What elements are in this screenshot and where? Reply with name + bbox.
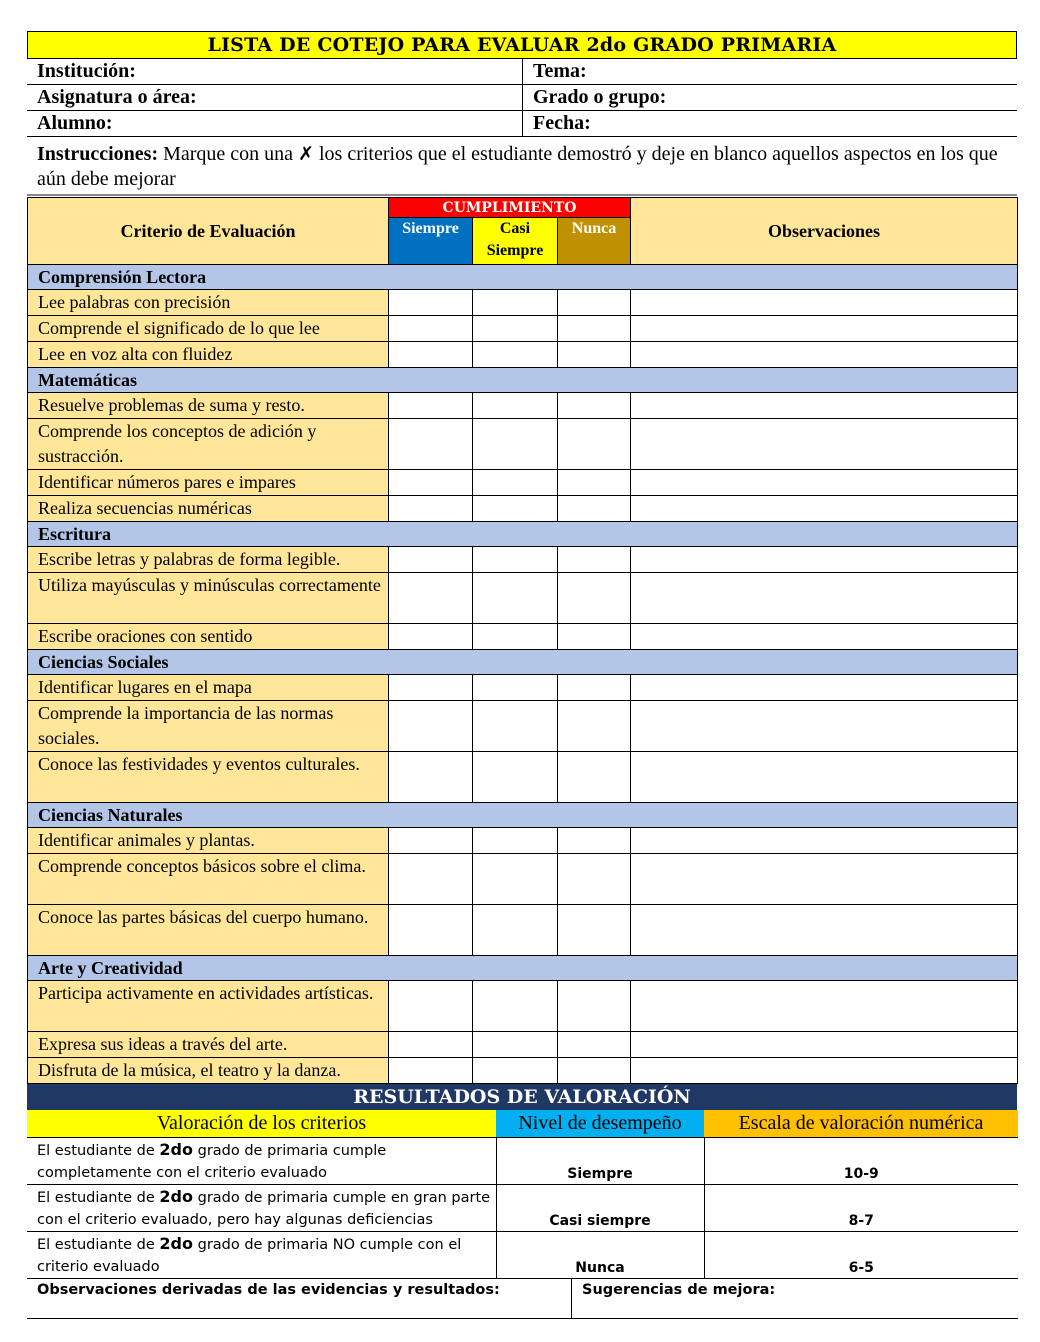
casi-siempre-cell[interactable] bbox=[473, 547, 558, 573]
criterion-label: Identificar números pares e impares bbox=[28, 470, 389, 496]
header-criterio: Criterio de Evaluación bbox=[28, 198, 389, 265]
description-text: grado de primaria cumple completamente con el criterio evaluado bbox=[37, 1142, 387, 1181]
results-row bbox=[27, 1137, 1018, 1184]
x-mark-icon: ✗ bbox=[298, 143, 314, 165]
criterion-label: Utiliza mayúsculas y minúsculas correctamente bbox=[28, 573, 389, 624]
results-description bbox=[27, 1231, 496, 1278]
header-cumplimiento: CUMPLIMIENTO bbox=[389, 198, 631, 218]
observaciones-cell[interactable] bbox=[631, 701, 1018, 752]
casi-siempre-cell[interactable] bbox=[473, 496, 558, 522]
section-title: Escritura bbox=[28, 522, 1018, 547]
nunca-cell[interactable] bbox=[558, 1032, 631, 1058]
observaciones-cell[interactable] bbox=[631, 342, 1018, 368]
results-level: Casi siempre bbox=[496, 1184, 704, 1231]
criterion-row bbox=[28, 573, 1018, 624]
nunca-cell[interactable] bbox=[558, 981, 631, 1032]
nunca-cell[interactable] bbox=[558, 470, 631, 496]
header-casi-siempre: Casi Siempre bbox=[473, 218, 558, 265]
criterion-row bbox=[28, 547, 1018, 573]
criterion-row bbox=[28, 290, 1018, 316]
casi-siempre-cell[interactable] bbox=[473, 342, 558, 368]
header-nunca: Nunca bbox=[558, 218, 631, 265]
criterion-row bbox=[28, 752, 1018, 803]
section-row bbox=[28, 522, 1018, 547]
criterion-label: Lee palabras con precisión bbox=[28, 290, 389, 316]
nunca-cell[interactable] bbox=[558, 290, 631, 316]
criterion-label: Comprende el significado de lo que lee bbox=[28, 316, 389, 342]
results-row bbox=[27, 1231, 1018, 1278]
section-title: Matemáticas bbox=[28, 368, 1018, 393]
results-description bbox=[27, 1184, 496, 1231]
observaciones-cell[interactable] bbox=[631, 1032, 1018, 1058]
info-row bbox=[27, 59, 1017, 85]
criterion-row bbox=[28, 470, 1018, 496]
casi-siempre-cell[interactable] bbox=[473, 854, 558, 905]
results-table bbox=[27, 1110, 1018, 1278]
header-observaciones: Observaciones bbox=[631, 198, 1018, 265]
results-scale: 8-7 bbox=[704, 1184, 1018, 1231]
nunca-cell[interactable] bbox=[558, 701, 631, 752]
header-siempre: Siempre bbox=[389, 218, 473, 265]
checklist-page bbox=[27, 31, 1017, 1319]
info-field-left[interactable]: Asignatura o área: bbox=[37, 86, 197, 108]
siempre-cell[interactable] bbox=[389, 393, 473, 419]
footer-observaciones[interactable]: Observaciones derivadas de las evidencias y resultados: bbox=[27, 1279, 572, 1318]
description-text: El estudiante de bbox=[37, 1189, 160, 1206]
criterion-label: Comprende los conceptos de adición y sustracción. bbox=[28, 419, 389, 470]
info-field-left[interactable]: Alumno: bbox=[37, 112, 113, 134]
section-row bbox=[28, 650, 1018, 675]
nunca-cell[interactable] bbox=[558, 905, 631, 956]
section-title: Arte y Creatividad bbox=[28, 956, 1018, 981]
criterion-label: Realiza secuencias numéricas bbox=[28, 496, 389, 522]
criterion-label: Identificar lugares en el mapa bbox=[28, 675, 389, 701]
casi-siempre-cell[interactable] bbox=[473, 573, 558, 624]
info-field-right[interactable]: Grado o grupo: bbox=[522, 85, 1017, 110]
observaciones-cell[interactable] bbox=[631, 752, 1018, 803]
observaciones-cell[interactable] bbox=[631, 828, 1018, 854]
nunca-cell[interactable] bbox=[558, 828, 631, 854]
info-field-right[interactable]: Fecha: bbox=[522, 111, 1017, 136]
casi-siempre-cell[interactable] bbox=[473, 752, 558, 803]
description-text: El estudiante de bbox=[37, 1142, 160, 1159]
casi-siempre-cell[interactable] bbox=[473, 470, 558, 496]
criterion-label: Comprende la importancia de las normas sociales. bbox=[28, 701, 389, 752]
description-text: grado de primaria cumple en gran parte con el criterio evaluado, pero hay algunas deficiencias bbox=[37, 1189, 491, 1228]
info-row bbox=[27, 111, 1017, 137]
siempre-cell[interactable] bbox=[389, 828, 473, 854]
criterion-row bbox=[28, 675, 1018, 701]
results-scale: 10-9 bbox=[704, 1137, 1018, 1184]
criterion-row bbox=[28, 1058, 1018, 1084]
info-row bbox=[27, 85, 1017, 111]
criteria-table bbox=[27, 197, 1018, 1084]
siempre-cell[interactable] bbox=[389, 1058, 473, 1084]
page-title: LISTA DE COTEJO PARA EVALUAR 2do GRADO PRIMARIA bbox=[27, 31, 1017, 59]
section-row bbox=[28, 803, 1018, 828]
criterion-label: Comprende conceptos básicos sobre el clima. bbox=[28, 854, 389, 905]
section-title: Ciencias Naturales bbox=[28, 803, 1018, 828]
criterion-row bbox=[28, 981, 1018, 1032]
observaciones-cell[interactable] bbox=[631, 981, 1018, 1032]
observaciones-cell[interactable] bbox=[631, 675, 1018, 701]
observaciones-cell[interactable] bbox=[631, 547, 1018, 573]
footer-sugerencias[interactable]: Sugerencias de mejora: bbox=[582, 1282, 776, 1298]
siempre-cell[interactable] bbox=[389, 701, 473, 752]
results-title: RESULTADOS DE VALORACIÓN bbox=[27, 1084, 1017, 1110]
observaciones-cell[interactable] bbox=[631, 905, 1018, 956]
siempre-cell[interactable] bbox=[389, 316, 473, 342]
results-row bbox=[27, 1184, 1018, 1231]
siempre-cell[interactable] bbox=[389, 624, 473, 650]
criterion-row bbox=[28, 1032, 1018, 1058]
criterion-label: Escribe letras y palabras de forma legible. bbox=[28, 547, 389, 573]
section-title: Comprensión Lectora bbox=[28, 265, 1018, 290]
siempre-cell[interactable] bbox=[389, 1032, 473, 1058]
results-level: Siempre bbox=[496, 1137, 704, 1184]
grade-label: 2do bbox=[159, 1139, 193, 1159]
nunca-cell[interactable] bbox=[558, 419, 631, 470]
nunca-cell[interactable] bbox=[558, 342, 631, 368]
instructions-text-before: Marque con una bbox=[158, 143, 299, 165]
siempre-cell[interactable] bbox=[389, 573, 473, 624]
siempre-cell[interactable] bbox=[389, 496, 473, 522]
observaciones-cell[interactable] bbox=[631, 393, 1018, 419]
siempre-cell[interactable] bbox=[389, 675, 473, 701]
criteria-body bbox=[28, 265, 1018, 1084]
grade-label: 2do bbox=[159, 1186, 193, 1206]
criterion-label: Disfruta de la música, el teatro y la danza. bbox=[28, 1058, 389, 1084]
observaciones-cell[interactable] bbox=[631, 316, 1018, 342]
casi-siempre-cell[interactable] bbox=[473, 290, 558, 316]
criterion-row bbox=[28, 316, 1018, 342]
casi-siempre-cell[interactable] bbox=[473, 316, 558, 342]
results-header-escala: Escala de valoración numérica bbox=[704, 1110, 1018, 1137]
criterion-row bbox=[28, 496, 1018, 522]
section-title: Ciencias Sociales bbox=[28, 650, 1018, 675]
description-text: grado de primaria NO cumple con el criterio evaluado bbox=[37, 1236, 462, 1275]
nunca-cell[interactable] bbox=[558, 393, 631, 419]
siempre-cell[interactable] bbox=[389, 547, 473, 573]
siempre-cell[interactable] bbox=[389, 854, 473, 905]
casi-siempre-cell[interactable] bbox=[473, 981, 558, 1032]
section-row bbox=[28, 368, 1018, 393]
observaciones-cell[interactable] bbox=[631, 496, 1018, 522]
siempre-cell[interactable] bbox=[389, 981, 473, 1032]
nunca-cell[interactable] bbox=[558, 316, 631, 342]
nunca-cell[interactable] bbox=[558, 752, 631, 803]
criterion-row bbox=[28, 828, 1018, 854]
info-block bbox=[27, 59, 1017, 137]
observaciones-cell[interactable] bbox=[631, 470, 1018, 496]
criterion-label: Conoce las festividades y eventos culturales. bbox=[28, 752, 389, 803]
casi-siempre-cell[interactable] bbox=[473, 393, 558, 419]
criterion-row bbox=[28, 624, 1018, 650]
observaciones-cell[interactable] bbox=[631, 1058, 1018, 1084]
observaciones-cell[interactable] bbox=[631, 573, 1018, 624]
criterion-label: Escribe oraciones con sentido bbox=[28, 624, 389, 650]
section-row bbox=[28, 956, 1018, 981]
casi-siempre-cell[interactable] bbox=[473, 624, 558, 650]
casi-siempre-cell[interactable] bbox=[473, 701, 558, 752]
nunca-cell[interactable] bbox=[558, 496, 631, 522]
criterion-row bbox=[28, 393, 1018, 419]
casi-siempre-cell[interactable] bbox=[473, 1032, 558, 1058]
observaciones-cell[interactable] bbox=[631, 624, 1018, 650]
results-level: Nunca bbox=[496, 1231, 704, 1278]
casi-siempre-cell[interactable] bbox=[473, 905, 558, 956]
criterion-label: Lee en voz alta con fluidez bbox=[28, 342, 389, 368]
instructions bbox=[27, 137, 1017, 196]
nunca-cell[interactable] bbox=[558, 1058, 631, 1084]
nunca-cell[interactable] bbox=[558, 573, 631, 624]
casi-siempre-cell[interactable] bbox=[473, 1058, 558, 1084]
nunca-cell[interactable] bbox=[558, 854, 631, 905]
criterion-row bbox=[28, 342, 1018, 368]
observaciones-cell[interactable] bbox=[631, 854, 1018, 905]
casi-siempre-cell[interactable] bbox=[473, 675, 558, 701]
criterion-label: Conoce las partes básicas del cuerpo humano. bbox=[28, 905, 389, 956]
observaciones-cell[interactable] bbox=[631, 419, 1018, 470]
instructions-label: Instrucciones: bbox=[37, 143, 159, 165]
criterion-row bbox=[28, 854, 1018, 905]
criterion-row bbox=[28, 419, 1018, 470]
siempre-cell[interactable] bbox=[389, 470, 473, 496]
criterion-row bbox=[28, 701, 1018, 752]
info-field-right[interactable]: Tema: bbox=[522, 59, 1017, 84]
criterion-label: Expresa sus ideas a través del arte. bbox=[28, 1032, 389, 1058]
siempre-cell[interactable] bbox=[389, 752, 473, 803]
observaciones-cell[interactable] bbox=[631, 290, 1018, 316]
criterion-label: Identificar animales y plantas. bbox=[28, 828, 389, 854]
nunca-cell[interactable] bbox=[558, 675, 631, 701]
siempre-cell[interactable] bbox=[389, 342, 473, 368]
instructions-text-after: los criterios que el estudiante demostró y deje en blanco aquellos aspectos en los que aún debe mejorar bbox=[37, 143, 998, 190]
casi-siempre-cell[interactable] bbox=[473, 828, 558, 854]
description-text: El estudiante de bbox=[37, 1236, 160, 1253]
siempre-cell[interactable] bbox=[389, 419, 473, 470]
criterion-label: Participa activamente en actividades artísticas. bbox=[28, 981, 389, 1032]
siempre-cell[interactable] bbox=[389, 905, 473, 956]
grade-label: 2do bbox=[159, 1233, 193, 1253]
siempre-cell[interactable] bbox=[389, 290, 473, 316]
nunca-cell[interactable] bbox=[558, 624, 631, 650]
results-scale: 6-5 bbox=[704, 1231, 1018, 1278]
criterion-label: Resuelve problemas de suma y resto. bbox=[28, 393, 389, 419]
criterion-row bbox=[28, 905, 1018, 956]
nunca-cell[interactable] bbox=[558, 547, 631, 573]
results-header-valoracion: Valoración de los criterios bbox=[27, 1110, 496, 1137]
results-description bbox=[27, 1137, 496, 1184]
info-field-left[interactable]: Institución: bbox=[37, 60, 136, 82]
footer bbox=[27, 1278, 1018, 1319]
results-header-nivel: Nivel de desempeño bbox=[496, 1110, 704, 1137]
section-row bbox=[28, 265, 1018, 290]
casi-siempre-cell[interactable] bbox=[473, 419, 558, 470]
